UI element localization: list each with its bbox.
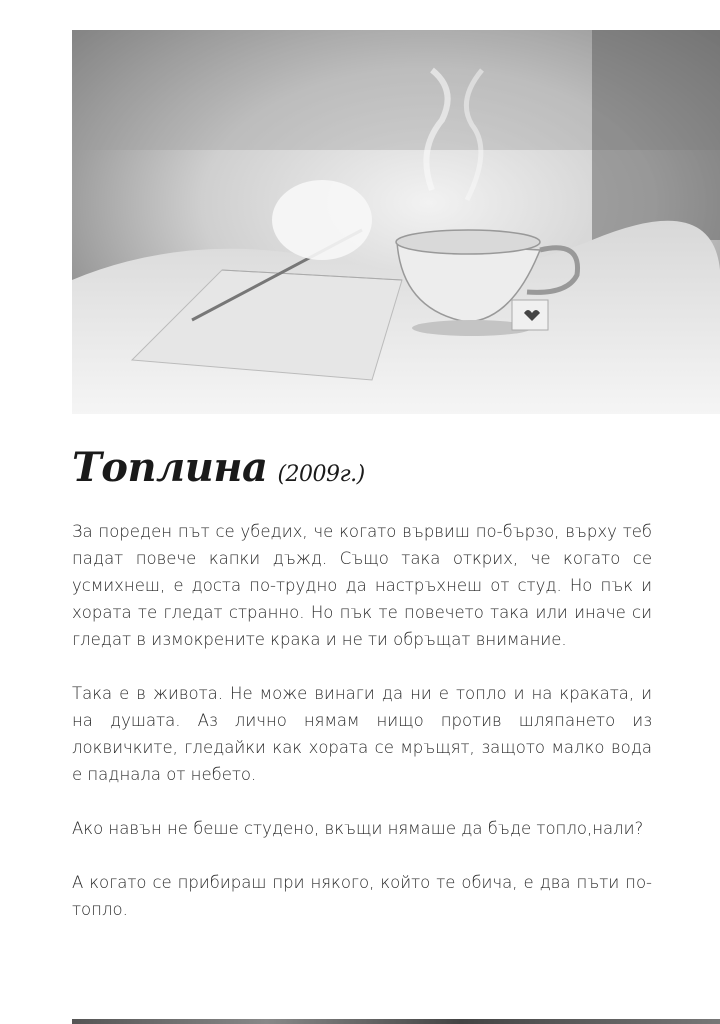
tea-cup-photo-icon — [72, 30, 720, 414]
page-title — [72, 444, 365, 491]
paragraph: Така е в живота. Не може винаги да ни е топло и на краката, и на душата. Аз лично нямам нищо против шляпането из локвичките, гледайки как хората се мръщят, защото малко вода е паднала от небето. — [72, 684, 652, 784]
title-year: (2009г.) — [277, 462, 365, 487]
body-text — [72, 518, 652, 950]
paragraph: А когато се прибираш при някого, който те обича, е два пъти по-топло. — [72, 873, 652, 919]
next-photo-edge — [72, 1019, 720, 1024]
header-photo — [72, 30, 720, 414]
paragraph: Ако навън не беше студено, вкъщи нямаше да бъде топло,нали? — [72, 819, 644, 838]
title-main: Топлина — [72, 444, 268, 491]
paragraph: За пореден път се убедих, че когато вървиш по-бързо, върху теб падат повече капки дъжд. Също така открих, че когато се усмихнеш, е доста по-трудно да настръхнеш от студ. Но пък и хората те гледат странно. Но пък те повечето така или иначе си гледат в измокрените крака и не ти обръщат внимание. — [72, 522, 652, 649]
